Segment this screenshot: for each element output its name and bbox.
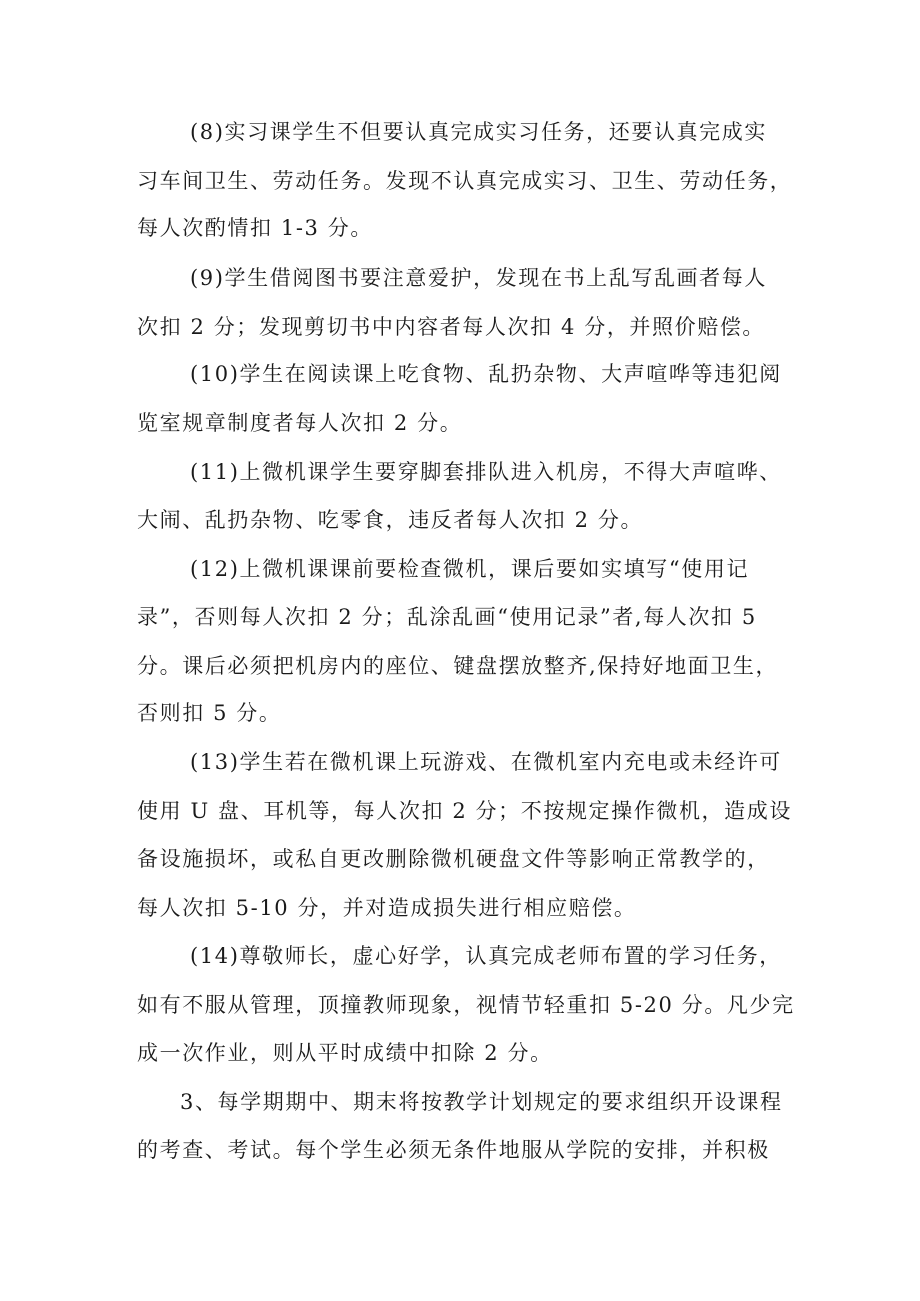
paragraph-13-line-2: 使用 U 盘、耳机等，每人次扣 2 分；不按规定操作微机，造成设 (137, 799, 792, 823)
section-3-line-2: 的考查、考试。每个学生必须无条件地服从学院的安排，并积极 (137, 1138, 770, 1162)
section-3-line-1: 3、每学期期中、期末将按教学计划规定的要求组织开设课程 (180, 1090, 783, 1114)
paragraph-12-line-2: 录”，否则每人次扣 2 分；乱涂乱画“使用记录”者,每人次扣 5 (137, 605, 757, 629)
paragraph-9-line-1: (9)学生借阅图书要注意爱护，发现在书上乱写乱画者每人 (190, 266, 767, 290)
paragraph-14-line-1: (14)尊敬师长，虚心好学，认真完成老师布置的学习任务， (190, 944, 782, 968)
paragraph-9-line-2: 次扣 2 分；发现剪切书中内容者每人次扣 4 分，并照价赔偿。 (137, 315, 766, 339)
paragraph-13-line-3: 备设施损坏，或私自更改删除微机硬盘文件等影响正常教学的， (137, 847, 770, 871)
paragraph-8-line-2: 习车间卫生、劳动任务。发现不认真完成实习、卫生、劳动任务， (137, 169, 793, 193)
paragraph-14-line-3: 成一次作业，则从平时成绩中扣除 2 分。 (137, 1041, 553, 1065)
paragraph-12-line-3: 分。课后必须把机房内的座位、键盘摆放整齐,保持好地面卫生， (137, 654, 779, 678)
paragraph-10-line-2: 览室规章制度者每人次扣 2 分。 (137, 411, 463, 435)
paragraph-13-line-4: 每人次扣 5-10 分，并对造成损失进行相应赔偿。 (137, 896, 637, 920)
paragraph-8-line-1: (8)实习课学生不但要认真完成实习任务，还要认真完成实 (190, 120, 767, 144)
paragraph-13-line-1: (13)学生若在微机课上玩游戏、在微机室内充电或未经许可 (190, 750, 782, 774)
paragraph-11-line-2: 大闹、乱扔杂物、吃零食，违反者每人次扣 2 分。 (137, 508, 644, 532)
paragraph-12-line-4: 否则扣 5 分。 (137, 701, 282, 725)
paragraph-14-line-2: 如有不服从管理，顶撞教师现象，视情节轻重扣 5-20 分。凡少完 (137, 993, 795, 1017)
paragraph-12-line-1: (12)上微机课课前要检查微机，课后要如实填写“使用记 (190, 557, 750, 581)
paragraph-11-line-1: (11)上微机课学生要穿脚套排队进入机房，不得大声喧哗、 (190, 460, 782, 484)
paragraph-10-line-1: (10)学生在阅读课上吃食物、乱扔杂物、大声喧哗等违犯阅 (190, 362, 782, 386)
paragraph-8-line-3: 每人次酌情扣 1-3 分。 (137, 216, 373, 240)
